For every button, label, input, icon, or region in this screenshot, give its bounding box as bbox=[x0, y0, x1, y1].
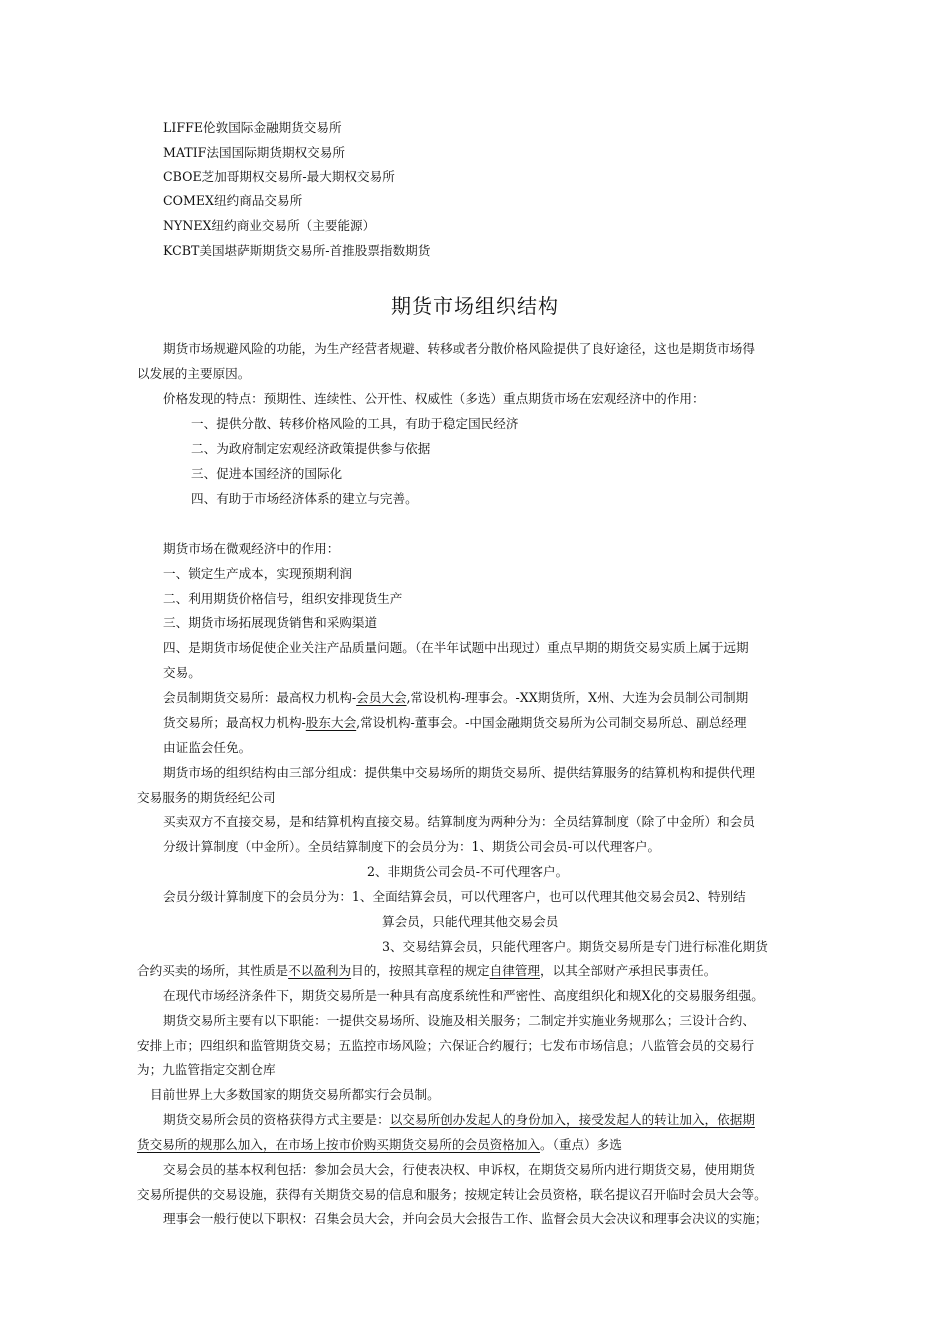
paragraph-line: 安排上市；四组织和监管期货交易；五监控市场风险；六保证合约履行；七发布市场信息；八监管会员的交易行 bbox=[137, 1038, 755, 1053]
paragraph-line: 期货市场规避风险的功能，为生产经营者规避、转移或者分散价格风险提供了良好途径，这也是期货市场得 bbox=[163, 341, 755, 356]
macro-item: 一、提供分散、转移价格风险的工具，有助于稳定国民经济 bbox=[191, 416, 519, 431]
member-line: 由证监会任免。 bbox=[163, 740, 252, 755]
member-line bbox=[163, 715, 747, 731]
paragraph-line bbox=[137, 963, 716, 979]
paragraph-line: 以发展的主要原因。 bbox=[137, 366, 251, 381]
exchange-item: MATIF法国国际期货期权交易所 bbox=[163, 145, 345, 160]
paragraph-line: 为；九监管指定交割仓库 bbox=[137, 1062, 276, 1077]
macro-item: 二、为政府制定宏观经济政策提供参与依据 bbox=[191, 441, 431, 456]
micro-item: 一、锁定生产成本，实现预期利润 bbox=[163, 566, 352, 581]
paragraph-line: 交易服务的期货经纪公司 bbox=[137, 790, 276, 805]
exchange-item: NYNEX纽约商业交易所（主要能源） bbox=[163, 218, 376, 233]
paragraph-line: 会员分级计算制度下的会员分为：1、全面结算会员，可以代理客户，也可以代理其他交易会员2、特别结 bbox=[163, 889, 746, 904]
macro-item: 三、促进本国经济的国际化 bbox=[191, 466, 343, 481]
text: 货交易所；最高权力机构- bbox=[163, 715, 306, 730]
paragraph-line: 期货市场的组织结构由三部分组成：提供集中交易场所的期货交易所、提供结算服务的结算机构和提供代理 bbox=[163, 765, 755, 780]
paragraph-line bbox=[137, 1137, 622, 1153]
underlined-text: 不以盈利为 bbox=[288, 963, 352, 978]
micro-item: 三、期货市场拓展现货销售和采购渠道 bbox=[163, 615, 378, 630]
member-line bbox=[163, 690, 748, 706]
micro-item: 二、利用期货价格信号，组织安排现货生产 bbox=[163, 591, 403, 606]
underlined-text: 自律管理 bbox=[489, 963, 540, 978]
paragraph-line: 买卖双方不直接交易，是和结算机构直接交易。结算制度为两种分为：全员结算制度（除了中金所）和会员 bbox=[163, 814, 755, 829]
exchange-item: COMEX纽约商品交易所 bbox=[163, 193, 303, 208]
underlined-text: 股东大会 bbox=[305, 715, 357, 730]
underlined-text: 以交易所创办发起人的身份加入，接受发起人的转让加入，依据期 bbox=[389, 1112, 755, 1127]
paragraph-line: 交易所提供的交易设施，获得有关期货交易的信息和服务；按规定转让会员资格，联名提议召开临时会员大会等。 bbox=[137, 1187, 767, 1202]
paragraph-line: 理事会一般行使以下职权：召集会员大会，并向会员大会报告工作、监督会员大会决议和理事会决议的实施； bbox=[163, 1211, 768, 1226]
micro-heading: 期货市场在微观经济中的作用： bbox=[163, 541, 340, 556]
text: ,常设机构-董事会。-中国金融期货交易所为公司制交易所总、副总经理 bbox=[356, 715, 747, 730]
paragraph-line: 期货交易所主要有以下职能：一提供交易场所、设施及相关服务；二制定并实施业务规那么；三设计合约、 bbox=[163, 1013, 755, 1028]
exchange-item: CBOE芝加哥期权交易所-最大期权交易所 bbox=[163, 169, 395, 184]
paragraph-line: 价格发现的特点：预期性、连续性、公开性、权威性（多选）重点期货市场在宏观经济中的作用： bbox=[163, 391, 705, 406]
underlined-text: 会员大会 bbox=[356, 690, 407, 705]
paragraph-line: 目前世界上大多数国家的期货交易所都实行会员制。 bbox=[150, 1087, 440, 1102]
text: 会员制期货交易所：最高权力机构- bbox=[163, 690, 357, 705]
text: ,常设机构-理事会。-XX期货所，X州、大连为会员制公司制期 bbox=[406, 690, 749, 705]
text: 目的，按照其章程的规定 bbox=[351, 963, 490, 978]
text: 。（重点）多选 bbox=[540, 1137, 622, 1152]
micro-item-cont: 交易。 bbox=[163, 665, 201, 680]
text: 期货交易所会员的资格获得方式主要是： bbox=[163, 1112, 390, 1127]
paragraph-line: 在现代市场经济条件下，期货交易所是一种具有高度系统性和严密性、高度组织化和规X化的交易服务组强。 bbox=[163, 988, 764, 1003]
exchange-item: KCBT美国堪萨斯期货交易所-首推股票指数期货 bbox=[163, 243, 431, 258]
section-title: 期货市场组织结构 bbox=[391, 294, 559, 318]
paragraph-line: 分级计算制度（中金所）。全员结算制度下的会员分为：1、期货公司会员-可以代理客户。 bbox=[163, 839, 661, 854]
micro-item: 四、是期货市场促使企业关注产品质量问题。（在半年试题中出现过）重点早期的期货交易实质上属于远期 bbox=[163, 640, 749, 655]
text: 合约买卖的场所，其性质是 bbox=[137, 963, 289, 978]
paragraph-line: 交易会员的基本权利包括：参加会员大会，行使表决权、申诉权，在期货交易所内进行期货交易，使用期货 bbox=[163, 1162, 755, 1177]
paragraph-line: 算会员，只能代理其他交易会员 bbox=[382, 914, 559, 929]
underlined-text: 货交易所的规那么加入，在市场上按市价购买期货交易所的会员资格加入 bbox=[137, 1137, 540, 1152]
paragraph-line: 3、交易结算会员，只能代理客户。期货交易所是专门进行标准化期货 bbox=[382, 939, 768, 954]
text: ，以其全部财产承担民事责任。 bbox=[540, 963, 717, 978]
paragraph-line: 2、非期货公司会员-不可代理客户。 bbox=[367, 864, 569, 879]
paragraph-line bbox=[163, 1112, 755, 1128]
exchange-item: LIFFE伦敦国际金融期货交易所 bbox=[163, 120, 342, 135]
macro-item: 四、有助于市场经济体系的建立与完善。 bbox=[191, 491, 418, 506]
